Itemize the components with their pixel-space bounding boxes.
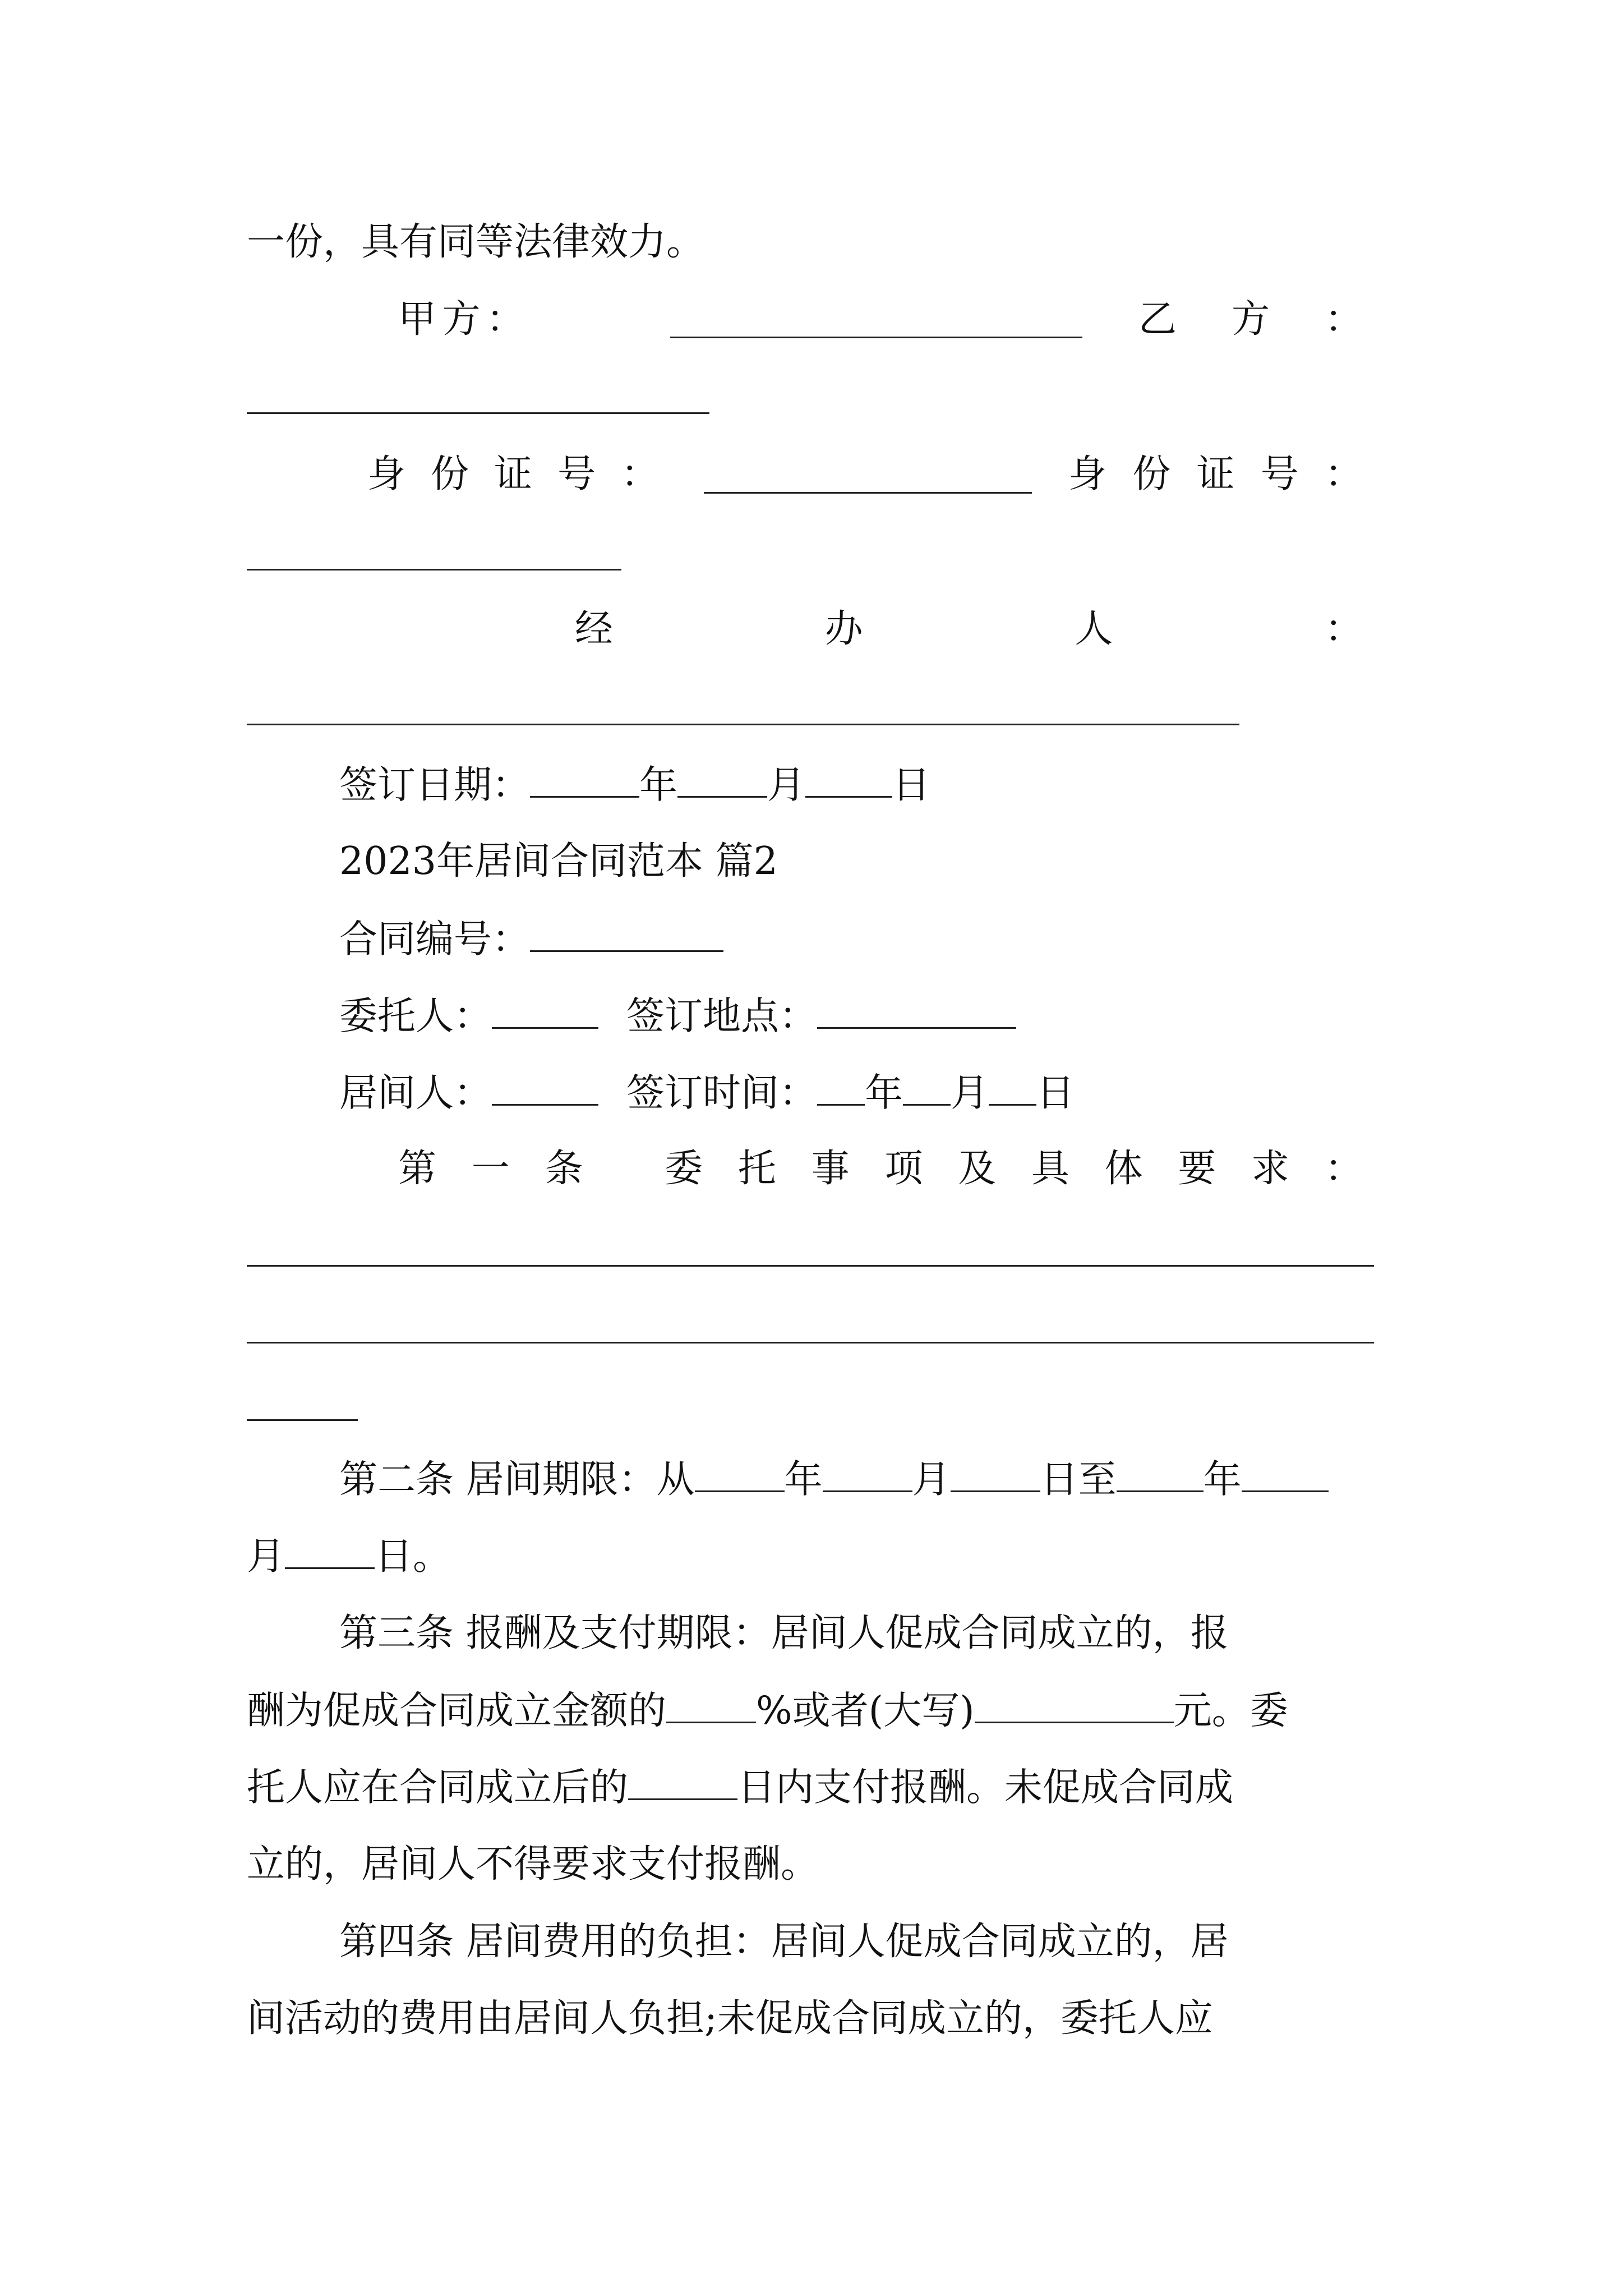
a1-c6: 事: [811, 1147, 850, 1191]
id-a-label: [367, 452, 659, 496]
time-year-unit: 年: [865, 1071, 903, 1116]
a1-c2: 一: [471, 1147, 510, 1191]
a2-year2-blank[interactable]: [1117, 1460, 1204, 1492]
a3-percent-blank[interactable]: [666, 1691, 756, 1723]
sign-day-unit: 日: [892, 763, 931, 808]
party-a-char-1: 甲: [398, 297, 437, 342]
time-year-blank[interactable]: [817, 1074, 865, 1106]
a1-c3: 条: [545, 1147, 583, 1191]
article-2-lead: 第二条 居间期限：从: [339, 1457, 695, 1502]
id-b-colon: ：: [1324, 452, 1363, 496]
contract-heading: 2023年居间合同范本 篇2: [339, 839, 778, 884]
a3-line2c: 元。委: [1173, 1688, 1288, 1733]
party-b-colon: ：: [1324, 297, 1363, 342]
sign-month-blank[interactable]: [677, 766, 767, 798]
client-label: 委托人：: [339, 994, 492, 1039]
article-4-line-2: 间活动的费用由居间人负担;未促成合同成立的，委托人应: [247, 1996, 1213, 2041]
sign-day-blank[interactable]: [805, 766, 892, 798]
a2-day1-blank[interactable]: [951, 1460, 1040, 1492]
time-month-blank[interactable]: [903, 1074, 951, 1106]
broker-line: [339, 1071, 1075, 1116]
a3-line2b: %或者(大写): [756, 1688, 975, 1733]
contract-no-line: [339, 917, 723, 962]
party-a-blank[interactable]: [670, 337, 1082, 338]
id-b-c2: 份: [1132, 452, 1171, 496]
place-label: 签订地点：: [626, 994, 818, 1039]
time-label: 签订时间：: [626, 1071, 818, 1116]
a3-line3b: 日内支付报酬。未促成合同成: [737, 1765, 1234, 1810]
sign-date-label: 签订日期：: [339, 763, 531, 808]
id-b-blank[interactable]: [247, 569, 621, 570]
id-a-colon: ：: [620, 452, 659, 496]
a2-day2: 日。: [375, 1534, 451, 1579]
handler-label: [575, 607, 1363, 651]
article-2-line-2: [247, 1534, 451, 1579]
id-a-c4: 号: [557, 452, 596, 496]
contract-no-label: 合同编号：: [339, 917, 531, 962]
id-a-blank[interactable]: [704, 492, 1032, 494]
a2-year2: 年: [1203, 1457, 1242, 1502]
article-1-blank-1[interactable]: [247, 1265, 1374, 1267]
sign-year-unit: 年: [639, 763, 678, 808]
id-b-label: [1068, 452, 1363, 496]
place-blank[interactable]: [817, 997, 1016, 1029]
article-3-line-2: [247, 1688, 1288, 1733]
id-b-c1: 身: [1068, 452, 1107, 496]
a1-c12: 求: [1251, 1147, 1290, 1191]
id-b-c3: 证: [1196, 452, 1235, 496]
id-a-c3: 证: [494, 452, 532, 496]
handler-c1: 经: [575, 607, 614, 651]
a1-c7: 项: [884, 1147, 923, 1191]
article-3-line-1: 第三条 报酬及支付期限：居间人促成合同成立的，报: [339, 1611, 1229, 1655]
client-line: [339, 994, 1016, 1039]
time-day-unit: 日: [1036, 1071, 1075, 1116]
intro-tail: 一份，具有同等法律效力。: [247, 220, 705, 264]
a1-c4: 委: [665, 1147, 703, 1191]
party-a-label: [398, 297, 524, 342]
handler-c2: 办: [824, 607, 863, 651]
a3-amount-blank[interactable]: [975, 1691, 1174, 1723]
party-b-label: [1138, 297, 1363, 342]
party-a-char-2: 方: [442, 297, 481, 342]
a2-month2: 月: [247, 1534, 285, 1579]
a1-c10: 体: [1104, 1147, 1143, 1191]
a3-line2a: 酬为促成合同成立金额的: [247, 1688, 667, 1733]
a2-month1: 月: [912, 1457, 951, 1502]
party-b-blank[interactable]: [247, 412, 709, 414]
a2-day1: 日至: [1040, 1457, 1117, 1502]
a2-month1-blank[interactable]: [823, 1460, 912, 1492]
handler-c3: 人: [1075, 607, 1113, 651]
a1-c11: 要: [1178, 1147, 1216, 1191]
broker-blank[interactable]: [492, 1074, 598, 1106]
a2-year1-blank[interactable]: [695, 1460, 785, 1492]
time-day-blank[interactable]: [989, 1074, 1036, 1106]
a2-year1: 年: [784, 1457, 823, 1502]
sign-year-blank[interactable]: [530, 766, 639, 798]
a3-line3a: 托人应在合同成立后的: [247, 1765, 629, 1810]
party-b-char-1: 乙: [1138, 297, 1177, 342]
id-b-c4: 号: [1260, 452, 1299, 496]
broker-label: 居间人：: [339, 1071, 492, 1116]
sign-date-line: [339, 763, 931, 808]
id-a-c2: 份: [430, 452, 469, 496]
a1-c8: 及: [958, 1147, 997, 1191]
handler-colon: ：: [1324, 607, 1363, 651]
a1-c5: 托: [737, 1147, 776, 1191]
a2-day2-blank[interactable]: [285, 1537, 375, 1569]
a1-c9: 具: [1031, 1147, 1069, 1191]
article-4-line-1: 第四条 居间费用的负担：居间人促成合同成立的，居: [339, 1920, 1229, 1964]
sign-month-unit: 月: [767, 763, 806, 808]
party-a-colon: ：: [486, 297, 524, 342]
a1-colon: ：: [1324, 1147, 1363, 1191]
contract-no-blank[interactable]: [530, 920, 723, 952]
party-b-char-2: 方: [1231, 297, 1270, 342]
client-blank[interactable]: [492, 997, 598, 1029]
id-a-c1: 身: [367, 452, 406, 496]
time-month-unit: 月: [951, 1071, 989, 1116]
article-1-blank-3[interactable]: [247, 1419, 358, 1421]
article-3-line-3: [247, 1765, 1234, 1810]
article-1: [398, 1147, 1363, 1191]
a3-days-blank[interactable]: [628, 1768, 737, 1800]
a2-month2-blank-a[interactable]: [1242, 1460, 1329, 1492]
article-3-line-4: 立的，居间人不得要求支付报酬。: [247, 1842, 819, 1887]
article-2-line-1: [339, 1457, 1329, 1502]
a1-c1: 第: [398, 1147, 437, 1191]
handler-blank[interactable]: [247, 724, 1239, 725]
article-1-blank-2[interactable]: [247, 1342, 1374, 1343]
